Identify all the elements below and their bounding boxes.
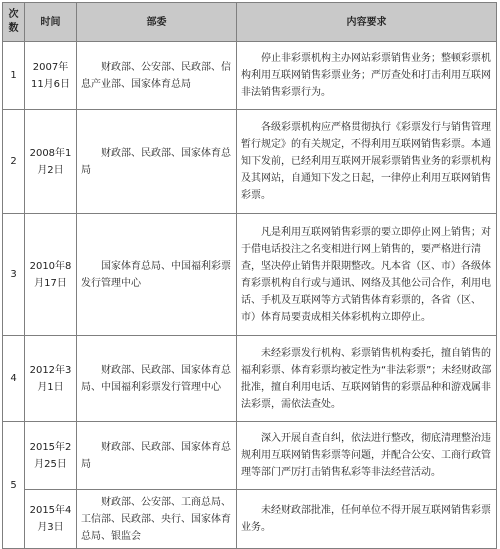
header-dept: 部委 <box>77 3 237 42</box>
table-row <box>3 422 497 490</box>
row-content: 各级彩票机构应严格贯彻执行《彩票发行与销售管理暂行规定》的有关规定，不得利用互联网销售彩票。本通知下发前，已经利用互联网开展彩票销售业务的彩票机构及其网站，自通知下发之日起，一律停止利用互联网销售彩票。 <box>237 110 497 214</box>
row-date: 2012年3月1日 <box>25 336 77 422</box>
policy-table <box>2 2 497 549</box>
table-row <box>3 110 497 214</box>
row-date: 2007年11月6日 <box>25 42 77 110</box>
row-dept: 财政部、民政部、国家体育总局 <box>77 110 237 214</box>
table-row <box>3 336 497 422</box>
header-index-line1: 次 <box>8 9 19 20</box>
row-index: 4 <box>3 336 25 422</box>
row-index: 5 <box>3 422 25 549</box>
header-time: 时间 <box>25 3 77 42</box>
header-index <box>3 3 25 42</box>
row-index: 2 <box>3 110 25 214</box>
table-row <box>3 214 497 336</box>
row-dept: 财政部、公安部、工商总局、工信部、民政部、央行、国家体育总局、银监会 <box>77 490 237 549</box>
table-header-row <box>3 3 497 42</box>
row-date: 2015年2月25日 <box>25 422 77 490</box>
row-content: 未经彩票发行机构、彩票销售机构委托，擅自销售的福利彩票、体育彩票均被定性为“非法彩票”；未经财政部批准，擅自利用电话、互联网销售的彩票品种和游戏属非法彩票，需依法查处。 <box>237 336 497 422</box>
row-date: 2015年4月3日 <box>25 490 77 549</box>
row-date: 2008年1月2日 <box>25 110 77 214</box>
table-row <box>3 490 497 549</box>
row-index: 1 <box>3 42 25 110</box>
row-content: 未经财政部批准，任何单位不得开展互联网销售彩票业务。 <box>237 490 497 549</box>
row-index: 3 <box>3 214 25 336</box>
header-content: 内容要求 <box>237 3 497 42</box>
row-dept: 财政部、公安部、民政部、信息产业部、国家体育总局 <box>77 42 237 110</box>
row-content: 凡是利用互联网销售彩票的要立即停止网上销售；对于借电话投注之名变相进行网上销售的，要严格进行清查，坚决停止销售并限期整改。凡本省（区、市）各级体育彩票机构自行或与通讯、网络及其他公司合作，利用电话、手机及互联网等方式销售体育彩票的，各省（区、市）体育局要责成相关体彩机构立即停止。 <box>237 214 497 336</box>
row-dept: 财政部、民政部、国家体育总局、中国福利彩票发行管理中心 <box>77 336 237 422</box>
row-dept: 国家体育总局、中国福利彩票发行管理中心 <box>77 214 237 336</box>
row-content: 停止非彩票机构主办网站彩票销售业务；整顿彩票机构利用互联网销售彩票业务；严厉查处和打击利用互联网非法销售彩票行为。 <box>237 42 497 110</box>
row-content: 深入开展自查自纠，依法进行整改，彻底清理整治违规利用互联网销售彩票等问题，并配合公安、工商行政管理等部门严厉打击销售私彩等非法经营活动。 <box>237 422 497 490</box>
policy-table-container <box>2 2 496 545</box>
header-index-line2: 数 <box>8 23 19 34</box>
row-dept: 财政部、民政部、国家体育总局 <box>77 422 237 490</box>
row-date: 2010年8月17日 <box>25 214 77 336</box>
table-row <box>3 42 497 110</box>
